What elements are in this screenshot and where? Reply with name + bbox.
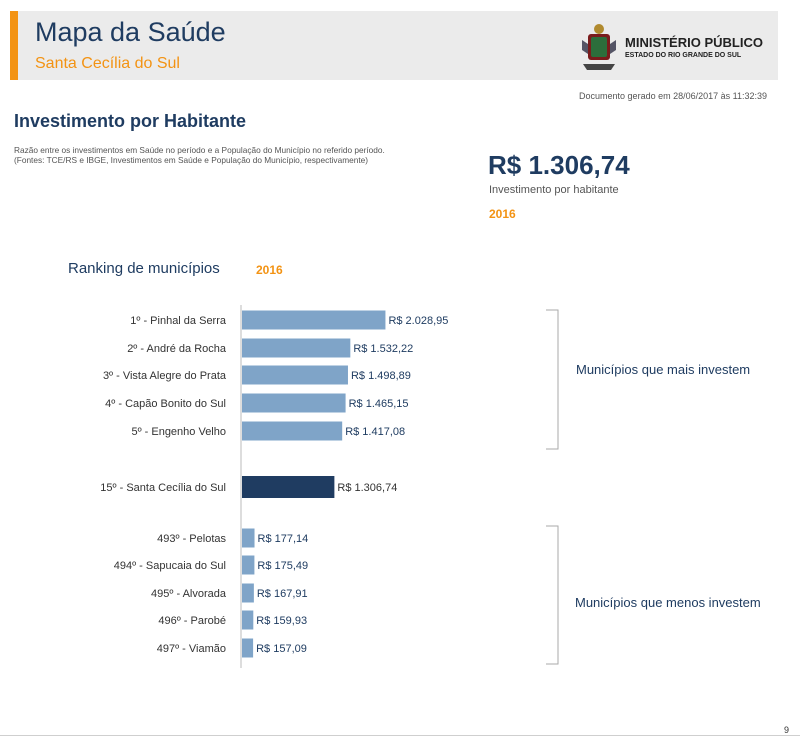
value-label: R$ 2.028,95 <box>388 315 449 327</box>
bar-4 <box>242 394 346 413</box>
value-label: R$ 159,93 <box>256 615 308 627</box>
description-line-2: (Fontes: TCE/RS e IBGE, Investimentos em Saúde e População do Município, respectivamente) <box>14 155 369 165</box>
category-label: 497º - Viamão <box>156 643 226 655</box>
top-group-label: Municípios que mais investem <box>576 362 751 377</box>
bar-5 <box>242 422 342 441</box>
section-title: Investimento por Habitante <box>14 111 247 131</box>
value-label: R$ 1.306,74 <box>337 482 398 494</box>
description-line-1: Razão entre os investimentos em Saúde no período e a População do Município no referido período. <box>14 145 385 155</box>
category-label: 495º - Alvorada <box>151 588 226 600</box>
value-label: R$ 1.498,89 <box>350 370 411 382</box>
value-label: R$ 1.417,08 <box>345 426 406 438</box>
ranking-title: Ranking de municípios <box>68 260 220 277</box>
investment-label: Investimento por habitante <box>489 184 619 196</box>
category-label: 493º - Pelotas <box>157 533 226 545</box>
bottom-group-bracket <box>546 526 558 664</box>
bar-2 <box>242 339 350 358</box>
page-number: 9 <box>784 725 790 735</box>
category-label: 3º - Vista Alegre do Prata <box>102 370 226 382</box>
category-label: 1º - Pinhal da Serra <box>130 315 226 327</box>
value-label: R$ 1.465,15 <box>348 398 409 410</box>
logo-line-1: MINISTÉRIO PÚBLICO <box>625 35 763 50</box>
bar-11 <box>242 639 253 658</box>
bar-9 <box>242 584 254 603</box>
bottom-group-label: Municípios que menos investem <box>575 595 761 610</box>
value-label: R$ 175,49 <box>257 560 309 572</box>
category-label: 2º - André da Rocha <box>127 343 226 355</box>
bar-3 <box>242 366 348 385</box>
investment-value: R$ 1.306,74 <box>488 150 630 180</box>
category-label: 5º - Engenho Velho <box>131 426 226 438</box>
category-label: 494º - Sapucaia do Sul <box>113 560 226 572</box>
bar-1 <box>242 311 385 330</box>
value-label: R$ 157,09 <box>256 643 307 655</box>
bar-10 <box>242 611 253 630</box>
bar-8 <box>242 556 254 575</box>
category-label: 496º - Parobé <box>158 615 226 627</box>
document-date: Documento gerado em 28/06/2017 às 11:32:39 <box>579 91 767 101</box>
bar-6 <box>242 476 334 498</box>
bottom-divider <box>0 735 800 736</box>
bar-7 <box>242 529 255 548</box>
logo-line-2: ESTADO DO RIO GRANDE DO SUL <box>625 52 742 59</box>
category-label: 15º - Santa Cecília do Sul <box>100 482 226 494</box>
investment-year: 2016 <box>489 207 516 221</box>
page-title: Mapa da Saúde <box>35 17 226 47</box>
value-label: R$ 177,14 <box>257 533 309 545</box>
category-label: 4º - Capão Bonito do Sul <box>105 398 226 410</box>
ranking-year: 2016 <box>256 263 283 277</box>
top-group-bracket <box>546 310 558 449</box>
value-label: R$ 1.532,22 <box>353 343 414 355</box>
municipality-subtitle: Santa Cecília do Sul <box>35 55 180 72</box>
value-label: R$ 167,91 <box>256 588 308 600</box>
